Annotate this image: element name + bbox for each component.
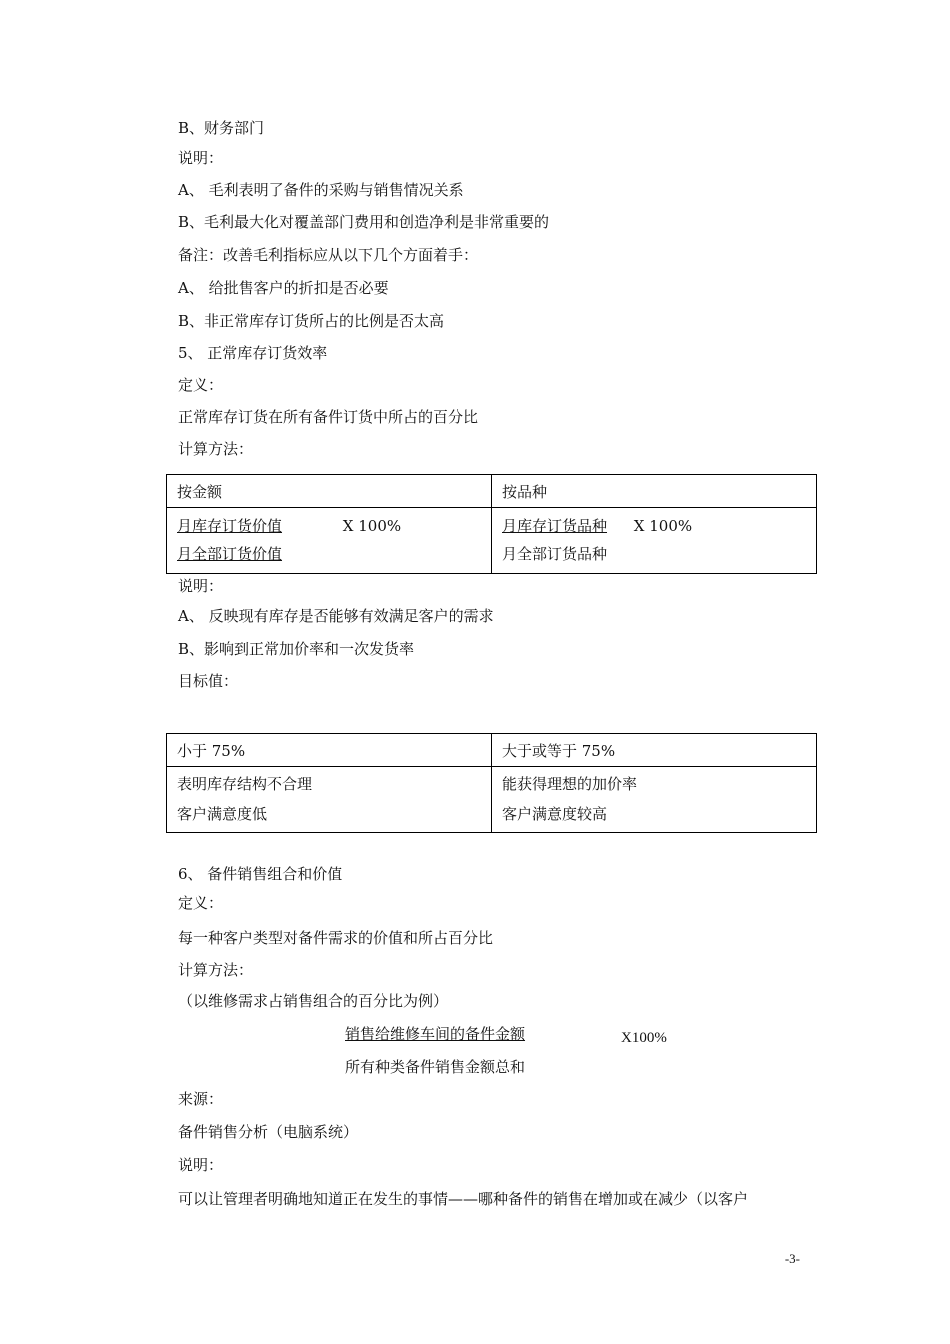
formula-denominator: 月全部订货品种 [502, 545, 608, 563]
text-line: 备注：改善毛利指标应从以下几个方面着手： [178, 246, 479, 264]
text-line: 正常库存订货在所有备件订货中所占的百分比 [178, 408, 479, 426]
text-line: B、毛利最大化对覆盖部门费用和创造净利是非常重要的 [178, 213, 550, 231]
table-header-cell: 大于或等于 75% [492, 734, 817, 767]
text-line: 计算方法： [178, 961, 254, 979]
formula-denominator: 月全部订货价值 [177, 545, 283, 563]
table-cell [492, 767, 817, 833]
calculation-table [166, 474, 817, 574]
cell-line: 表明库存结构不合理 [177, 775, 313, 793]
target-value-table [166, 733, 817, 833]
text-line: 每一种客户类型对备件需求的价值和所占百分比 [178, 929, 494, 947]
page-number: -3- [784, 1251, 800, 1266]
table-header-cell: 按金额 [167, 475, 492, 508]
text-line: （以维修需求占销售组合的百分比为例） [178, 992, 449, 1010]
text-line: 目标值： [178, 672, 239, 690]
section-heading: 6、 备件销售组合和价值 [178, 865, 343, 883]
text-line: 备件销售分析（电脑系统） [178, 1123, 359, 1141]
table-cell [167, 767, 492, 833]
text-line: B、非正常库存订货所占的比例是否太高 [178, 312, 445, 330]
text-line: 来源： [178, 1090, 224, 1108]
text-line: A、 毛利表明了备件的采购与销售情况关系 [178, 181, 464, 199]
text-line: 可以让管理者明确地知道正在发生的事情——哪种备件的销售在增加或在减少（以客户 [178, 1190, 749, 1208]
text-line: 说明： [178, 1156, 224, 1174]
cell-line: 能获得理想的加价率 [502, 775, 638, 793]
multiplier-text: X 100% [342, 517, 402, 535]
multiplier-text: X 100% [633, 517, 693, 535]
text-line: A、 给批售客户的折扣是否必要 [178, 279, 389, 297]
text-line: A、 反映现有库存是否能够有效满足客户的需求 [178, 607, 494, 625]
text-line: B、财务部门 [178, 119, 265, 137]
formula-numerator: 月库存订货品种 [502, 517, 608, 535]
cell-line: 客户满意度较高 [502, 805, 608, 823]
text-line: 定义： [178, 894, 224, 912]
text-line: 计算方法： [178, 440, 254, 458]
formula-cell [167, 508, 492, 574]
section-heading: 5、 正常库存订货效率 [178, 344, 328, 362]
formula-cell [492, 508, 817, 574]
formula-denominator: 所有种类备件销售金额总和 [345, 1058, 526, 1076]
text-line: 说明： [178, 149, 224, 167]
table-header-cell: 小于 75% [167, 734, 492, 767]
text-line: B、影响到正常加价率和一次发货率 [178, 640, 415, 658]
multiplier-text: X100% [621, 1030, 667, 1046]
text-line: 定义： [178, 376, 224, 394]
cell-line: 客户满意度低 [177, 805, 268, 823]
table-header-cell: 按品种 [492, 475, 817, 508]
formula-numerator: 销售给维修车间的备件金额 [345, 1025, 526, 1043]
text-line: 说明： [178, 577, 224, 595]
formula-numerator: 月库存订货价值 [177, 517, 283, 535]
